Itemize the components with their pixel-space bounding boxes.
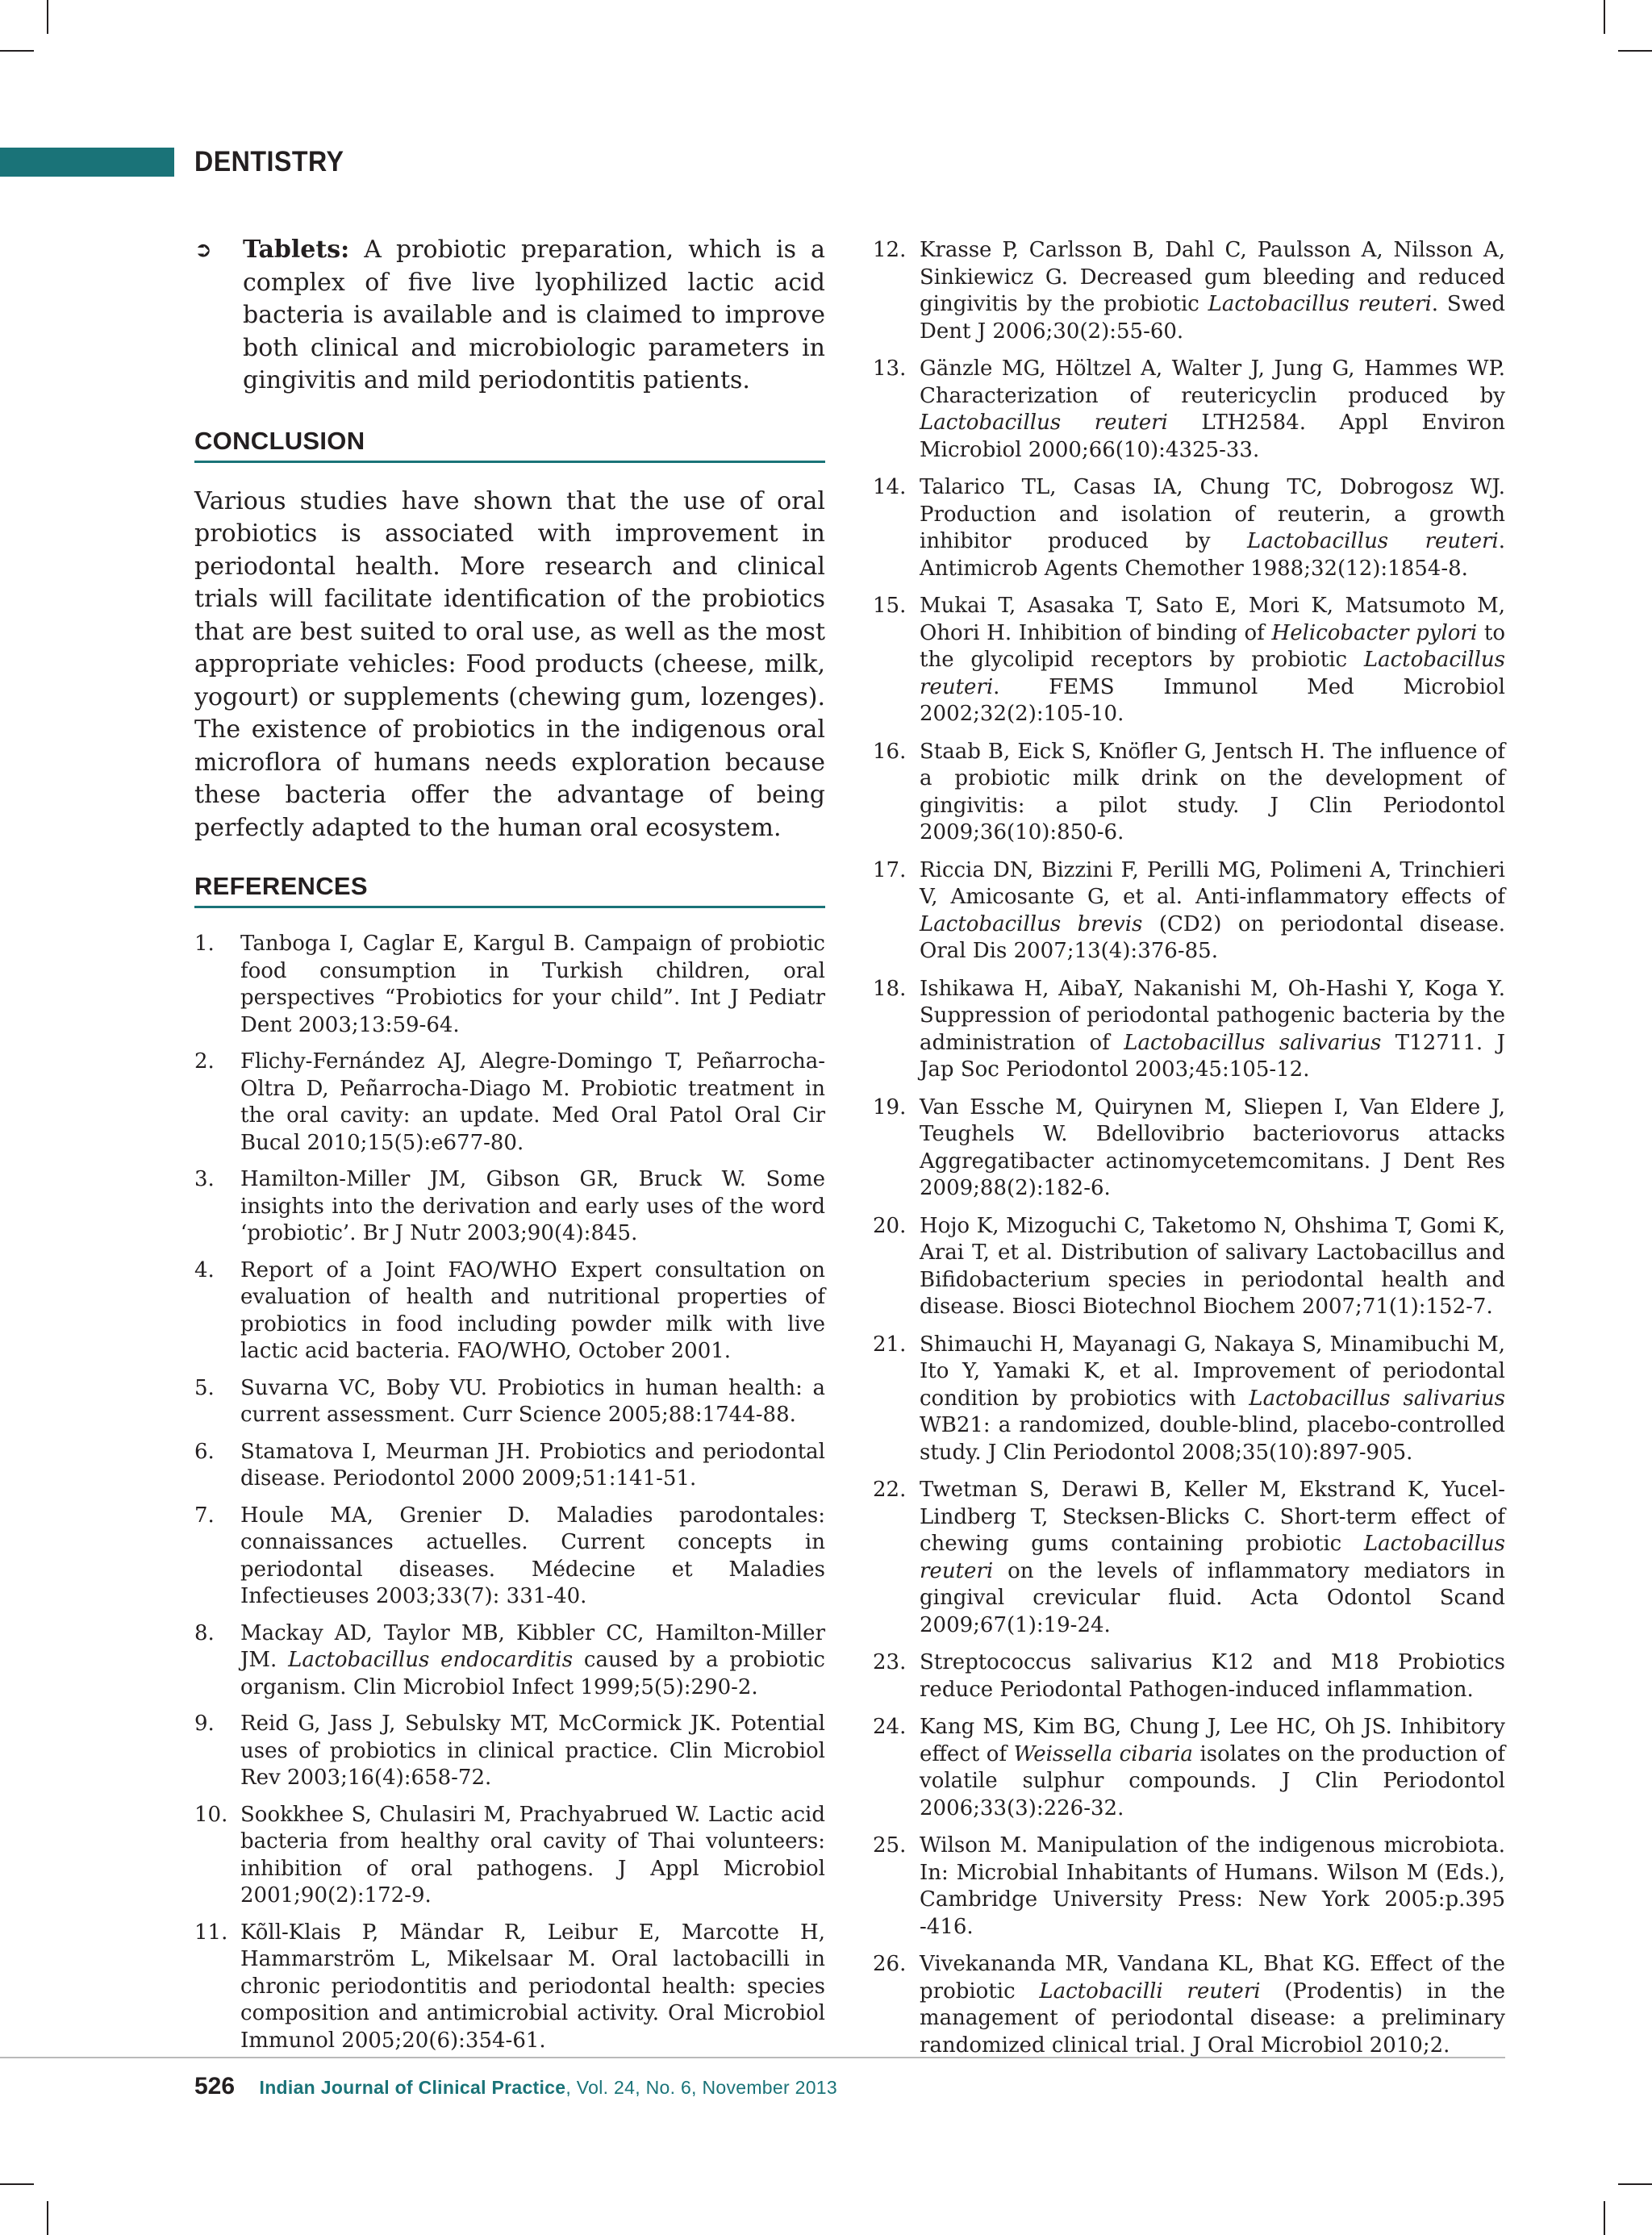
reference-item [873, 1477, 1505, 1639]
reference-text: Van Essche M, Quirynen M, Sliepen I, Van Eldere J, Teughels W. Bdellovibrio bacteriovorus attacks Aggregatibacter actinomycetemcomitans. J Dent Res 2009;88(2):182-6. [920, 1095, 1505, 1200]
references-heading: REFERENCES [194, 872, 825, 908]
reference-number: 8. [194, 1620, 215, 1645]
bullet-label: Tablets: [243, 236, 350, 264]
reference-text: Stamatova I, Meurman JH. Probiotics and periodontal disease. Periodontol 2000 2009;51:141-51. [240, 1439, 825, 1491]
footer-rule [0, 2057, 1505, 2058]
reference-text: Krasse P, Carlsson B, Dahl C, Paulsson A, Nilsson A, Sinkiewicz G. Decreased gum bleeding and reduced gingivitis by the probiotic Lactobacillus reuteri. Swed Dent J 2006;30(2):55-60. [920, 238, 1505, 344]
reference-item [873, 1951, 1505, 2059]
reference-item [873, 237, 1505, 345]
reference-text: Talarico TL, Casas IA, Chung TC, Dobrogosz WJ. Production and isolation of reuterin, a growth inhibitor produced by Lactobacillus reuteri. Antimicrob Agents Chemother 1988;32(12):1854-8. [920, 475, 1505, 581]
page-footer [194, 2073, 837, 2100]
reference-number: 1. [194, 932, 215, 956]
reference-item [194, 1711, 825, 1792]
reference-number: 25. [873, 1833, 907, 1858]
page-number: 526 [194, 2073, 236, 2099]
crop-mark [1604, 2201, 1605, 2235]
reference-item [873, 739, 1505, 847]
reference-text: Streptococcus salivarius K12 and M18 Probiotics reduce Periodontal Pathogen-induced inflammation. [920, 1650, 1505, 1702]
reference-item [873, 474, 1505, 582]
reference-item [194, 1802, 825, 1910]
reference-text: Mukai T, Asasaka T, Sato E, Mori K, Matsumoto M, Ohori H. Inhibition of binding of Helicobacter pylori to the glycolipid receptors by probiotic Lactobacillus reuteri. FEMS Immunol Med Microbiol 2002;32(2):105-10. [920, 594, 1505, 726]
reference-list [194, 931, 825, 2054]
reference-text: Twetman S, Derawi B, Keller M, Ekstrand K, Yucel-Lindberg T, Stecksen-Blicks C. Short-term effect of chewing gums containing probiotic Lactobacillus reuteri on the levels of inflammatory mediators in gingival crevicular fluid. Acta Odontol Scand 2009;67(1):19-24. [920, 1478, 1505, 1637]
reference-item [194, 1257, 825, 1366]
reference-number: 4. [194, 1257, 215, 1282]
reference-number: 3. [194, 1167, 215, 1191]
reference-number: 23. [873, 1650, 907, 1674]
reference-number: 19. [873, 1095, 907, 1120]
reference-number: 21. [873, 1332, 907, 1357]
reference-number: 17. [873, 857, 907, 882]
arrow-bullet-icon: ➲ [194, 238, 212, 262]
reference-item [194, 1375, 825, 1429]
reference-number: 10. [194, 1802, 228, 1827]
crop-mark [1604, 0, 1605, 34]
left-column [194, 234, 825, 2064]
reference-text: Hojo K, Mizoguchi C, Taketomo N, Ohshima T, Gomi K, Arai T, et al. Distribution of salivary Lactobacillus and Bifidobacterium species in periodontal health and disease. Biosci Biotechnol Biochem 2007;71(1):152-7. [920, 1213, 1505, 1319]
reference-text: Kõll-Klais P, Mändar R, Leibur E, Marcotte H, Hammarström L, Mikelsaar M. Oral lactobacilli in chronic periodontitis and periodontal health: species composition and antimicrobial activity. Oral Microbiol Immunol 2005;20(6):354-61. [240, 1920, 825, 2053]
reference-text: Reid G, Jass J, Sebulsky MT, McCormick JK. Potential uses of probiotics in clinical practice. Clin Microbiol Rev 2003;16(4):658-72. [240, 1712, 825, 1790]
issue-info: , Vol. 24, No. 6, November 2013 [565, 2077, 837, 2098]
reference-item [873, 857, 1505, 965]
reference-number: 9. [194, 1712, 215, 1736]
reference-item [194, 1049, 825, 1157]
reference-item [873, 1213, 1505, 1321]
conclusion-text: Various studies have shown that the use of oral probiotics is associated with improvement in periodontal health. More research and clinical trials will facilitate identification of the probiotics that are best suited to oral use, as well as the most appropriate vehicles: Food products (cheese, milk, yogourt) or supplements (chewing gum, lozenges). The existence of probiotics in the indigenous oral microflora of humans needs exploration because these bacteria offer the advantage of being perfectly adapted to the human oral ecosystem. [194, 486, 825, 842]
reference-number: 26. [873, 1952, 907, 1976]
reference-number: 13. [873, 357, 907, 381]
crop-mark [1618, 50, 1652, 52]
crop-mark [0, 2183, 34, 2185]
reference-text: Gänzle MG, Höltzel A, Walter J, Jung G, Hammes WP. Characterization of reutericyclin produced by Lactobacillus reuteri LTH2584. Appl Environ Microbiol 2000;66(10):4325-33. [920, 357, 1506, 462]
reference-text: Hamilton-Miller JM, Gibson GR, Bruck W. Some insights into the derivation and early uses of the word ‘probiotic’. Br J Nutr 2003;90(4):845. [240, 1167, 825, 1245]
reference-text: Mackay AD, Taylor MB, Kibbler CC, Hamilton-Miller JM. Lactobacillus endocarditis caused by a probiotic organism. Clin Microbiol Infect 1999;5(5):290-2. [240, 1620, 825, 1699]
crop-mark [47, 0, 48, 34]
reference-number: 22. [873, 1478, 907, 1502]
reference-number: 7. [194, 1503, 215, 1528]
reference-text: Tanboga I, Caglar E, Kargul B. Campaign of probiotic food consumption in Turkish children, oral perspectives “Probiotics for your child”. Int J Pediatr Dent 2003;13:59-64. [240, 932, 825, 1037]
reference-text: Report of a Joint FAO/WHO Expert consultation on evaluation of health and nutritional properties of probiotics in food including powder milk with live lactic acid bacteria. FAO/WHO, October 2001. [240, 1257, 825, 1363]
reference-number: 20. [873, 1213, 907, 1238]
reference-number: 11. [194, 1920, 228, 1945]
reference-item [873, 1332, 1505, 1467]
reference-item [873, 1095, 1505, 1203]
conclusion-heading: CONCLUSION [194, 427, 825, 463]
reference-item [873, 1714, 1505, 1822]
reference-text: Shimauchi H, Mayanagi G, Nakaya S, Minamibuchi M, Ito Y, Yamaki K, et al. Improvement of periodontal condition by probiotics with Lactobacillus salivarius WB21: a randomized, double-blind, placebo-controlled study. J Clin Periodontol 2008;35(10):897-905. [920, 1332, 1505, 1465]
crop-mark [0, 50, 34, 52]
section-color-bar [0, 148, 174, 177]
bullet-item [194, 234, 825, 398]
crop-mark [47, 2201, 48, 2235]
journal-name: Indian Journal of Clinical Practice [259, 2077, 566, 2098]
reference-item [873, 1649, 1505, 1703]
reference-text: Staab B, Eick S, Knöfler G, Jentsch H. The influence of a probiotic milk drink on the development of gingivitis: a pilot study. J Clin Periodontol 2009;36(10):850-6. [920, 739, 1505, 844]
reference-item [194, 1920, 825, 2055]
reference-text: Vivekananda MR, Vandana KL, Bhat KG. Effect of the probiotic Lactobacilli reuteri (Prodentis) in the management of periodontal disease: a preliminary randomized clinical trial. J Oral Microbiol 2010;2. [920, 1952, 1505, 2058]
reference-number: 15. [873, 594, 907, 618]
reference-item [873, 1833, 1505, 1941]
reference-number: 5. [194, 1375, 215, 1400]
reference-number: 24. [873, 1715, 907, 1739]
reference-text: Suvarna VC, Boby VU. Probiotics in human health: a current assessment. Curr Science 2005;88:1744-88. [240, 1375, 825, 1427]
reference-number: 2. [194, 1049, 215, 1074]
reference-text: Kang MS, Kim BG, Chung J, Lee HC, Oh JS. Inhibitory effect of Weissella cibaria isolates on the production of volatile sulphur compounds. J Clin Periodontol 2006;33(3):226-32. [920, 1715, 1505, 1820]
reference-text: Sookkhee S, Chulasiri M, Prachyabrued W. Lactic acid bacteria from healthy oral cavity of Thai volunteers: inhibition of oral pathogens. J Appl Microbiol 2001;90(2):172-9. [240, 1802, 825, 1908]
reference-text: Flichy-Fernández AJ, Alegre-Domingo T, Peñarrocha-Oltra D, Peñarrocha-Diago M. Probiotic treatment in the oral cavity: an update. Med Oral Patol Oral Cir Bucal 2010;15(5):e677-80. [240, 1049, 825, 1155]
reference-item [194, 1620, 825, 1702]
reference-item [873, 356, 1505, 464]
crop-mark [1618, 2183, 1652, 2185]
bullet-text: A probiotic preparation, which is a complex of five live lyophilized lactic acid bacteria is available and is claimed to improve both clinical and microbiologic parameters in gingivitis and mild periodontitis patients. [243, 236, 825, 394]
reference-item [194, 1439, 825, 1493]
reference-item [194, 1166, 825, 1248]
reference-text: Ishikawa H, AibaY, Nakanishi M, Oh-Hashi Y, Koga Y. Suppression of periodontal pathogenic bacteria by the administration of Lactobacillus salivarius T12711. J Jap Soc Periodontol 2003;45:105-12. [920, 976, 1505, 1082]
right-column [873, 237, 1505, 2070]
reference-text: Wilson M. Manipulation of the indigenous microbiota. In: Microbial Inhabitants of Humans. Wilson M (Eds.), Cambridge University Press: New York 2005:p.395 -416. [920, 1833, 1505, 1939]
reference-number: 18. [873, 976, 907, 1001]
reference-item [873, 976, 1505, 1084]
reference-item [873, 593, 1505, 728]
reference-number: 14. [873, 475, 907, 499]
section-tag: DENTISTRY [194, 146, 344, 177]
reference-number: 12. [873, 238, 907, 262]
reference-number: 16. [873, 739, 907, 764]
reference-item [194, 931, 825, 1039]
reference-text: Riccia DN, Bizzini F, Perilli MG, Polimeni A, Trinchieri V, Amicosante G, et al. Anti-inflammatory effects of Lactobacillus brevis (CD2) on periodontal disease. Oral Dis 2007;13(4):376-85. [920, 857, 1505, 963]
reference-number: 6. [194, 1439, 215, 1464]
reference-list [873, 237, 1505, 2059]
reference-item [194, 1503, 825, 1611]
reference-text: Houle MA, Grenier D. Maladies parodontales: connaissances actuelles. Current concepts in periodontal diseases. Médecine et Maladies Infectieuses 2003;33(7): 331-40. [240, 1503, 825, 1608]
